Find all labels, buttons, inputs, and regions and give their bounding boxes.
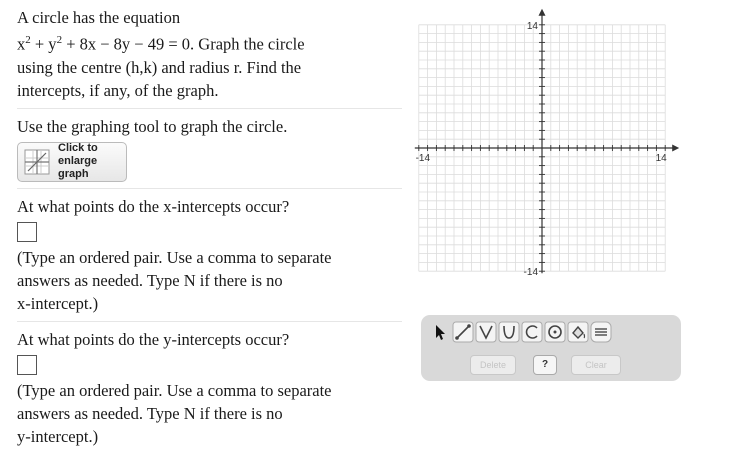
x-intercept-hint	[17, 246, 397, 315]
x-intercept-prompt: At what points do the x-intercepts occur?	[17, 196, 290, 216]
y-hint-3: y-intercept.)	[17, 426, 99, 446]
fill-tool-icon	[567, 321, 589, 343]
graph-instruction: Use the graphing tool to graph the circle.	[17, 116, 288, 136]
question-equation	[17, 29, 397, 56]
circle-tool[interactable]	[544, 321, 566, 343]
y-axis-arrow-icon	[539, 9, 546, 16]
parabola-tool-icon	[475, 321, 497, 343]
help-button[interactable]: ?	[533, 355, 557, 375]
y-min-label: -14	[523, 267, 538, 276]
u-curve-tool-icon	[498, 321, 520, 343]
eq-exp1: 2	[25, 34, 31, 46]
enlarge-label	[58, 142, 98, 181]
enlarge-label-3: graph	[58, 168, 89, 180]
tool-palette	[429, 321, 613, 343]
eq-mid: + y	[30, 34, 57, 54]
coordinate-graph[interactable]	[414, 6, 682, 276]
y-max-label: 14	[526, 20, 538, 32]
x-hint-1: (Type an ordered pair. Use a comma to separate	[17, 247, 332, 267]
pointer-tool[interactable]	[429, 321, 451, 343]
u-curve-tool[interactable]	[498, 321, 520, 343]
clear-button[interactable]: Clear	[571, 355, 621, 375]
y-hint-1: (Type an ordered pair. Use a comma to separate	[17, 380, 332, 400]
line-tool[interactable]	[452, 321, 474, 343]
separator	[17, 108, 402, 109]
y-intercept-hint	[17, 379, 397, 448]
eq-rest: + 8x − 8y − 49 = 0. Graph the circle	[62, 34, 305, 54]
x-hint-2: answers as needed. Type N if there is no	[17, 270, 283, 290]
delete-button[interactable]: Delete	[470, 355, 516, 375]
graph-thumbnail-icon	[24, 149, 50, 175]
enlarge-graph-button[interactable]	[17, 142, 127, 182]
x-min-label: -14	[415, 153, 431, 164]
enlarge-label-1: Click to	[58, 142, 98, 154]
graph-axes	[415, 9, 679, 273]
question-text	[17, 6, 397, 102]
question-line-3: using the centre (h,k) and radius r. Find the	[17, 57, 302, 77]
question-panel	[17, 6, 397, 448]
x-max-label: 14	[655, 153, 667, 164]
enlarge-label-2: enlarge	[58, 155, 98, 167]
arc-tool-icon	[521, 321, 543, 343]
y-intercept-prompt: At what points do the y-intercepts occur?	[17, 329, 290, 349]
y-hint-2: answers as needed. Type N if there is no	[17, 403, 283, 423]
eq-x: x	[17, 34, 26, 54]
fill-tool[interactable]	[567, 321, 589, 343]
x-hint-3: x-intercept.)	[17, 293, 99, 313]
y-intercept-input[interactable]	[17, 355, 37, 375]
arc-tool[interactable]	[521, 321, 543, 343]
eq-exp2: 2	[56, 34, 63, 46]
graphing-toolbar	[421, 315, 681, 381]
line-tool-icon	[452, 321, 474, 343]
pointer-icon	[429, 321, 451, 343]
question-line-4: intercepts, if any, of the graph.	[17, 80, 219, 100]
more-tools[interactable]	[590, 321, 612, 343]
separator	[17, 188, 402, 189]
x-axis-arrow-icon	[672, 145, 679, 152]
question-line-1: A circle has the equation	[17, 8, 181, 27]
parabola-tool[interactable]	[475, 321, 497, 343]
separator	[17, 321, 402, 322]
x-intercept-input[interactable]	[17, 222, 37, 242]
circle-tool-icon	[544, 321, 566, 343]
more-tools-icon	[590, 321, 612, 343]
